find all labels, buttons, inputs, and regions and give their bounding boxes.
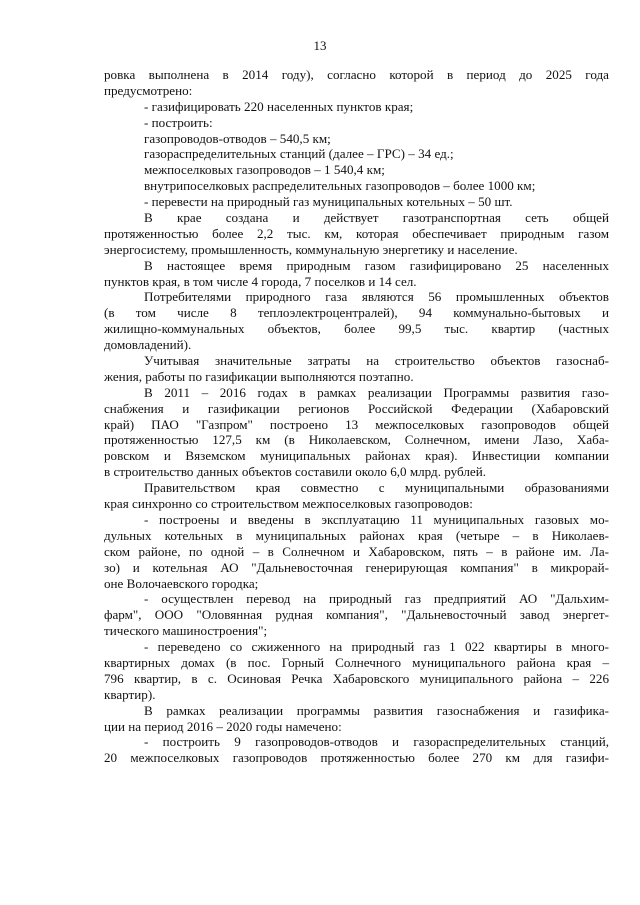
text-line: Правительством края совместно с муниципальными образованиями — [144, 480, 609, 496]
text-line: - построить: — [144, 114, 213, 130]
text-line: фарм", ООО "Оловянная рудная компания", "Дальневосточный завод энергет- — [104, 607, 609, 623]
text-line: энергосистему, промышленность, коммунальную энергетику и население. — [104, 241, 518, 257]
text-line: жилищно-коммунальных объектов, более 99,5 тыс. квартир (частных — [104, 321, 609, 337]
text-line: - осуществлен перевод на природный газ предприятий АО "Дальхим- — [144, 591, 609, 607]
text-line: - построить 9 газопроводов-отводов и газораспределительных станций, — [144, 734, 609, 750]
text-line: предусмотрено: — [104, 82, 193, 98]
text-line: ции на период 2016 – 2020 годы намечено: — [104, 718, 342, 734]
text-line: края синхронно со строительством межпоселковых газопроводов: — [104, 496, 473, 512]
text-line: снабжения и газификации регионов Российской Федерации (Хабаровский — [104, 400, 609, 416]
document-body — [104, 67, 609, 766]
text-line: газораспределительных станций (далее – ГРС) – 34 ед.; — [144, 146, 454, 162]
text-line: пунктов края, в том числе 4 города, 7 поселков и 14 сел. — [104, 273, 417, 289]
text-line: зо) и котельная АО "Дальневосточная генерирующая компания" в микрорай- — [104, 559, 609, 575]
text-line: ровском и Вяземском муниципальных районах края). Инвестиции компании — [104, 448, 609, 464]
text-line: (в том числе 8 теплоэлектроцентралей), 94 коммунально-бытовых и — [104, 305, 609, 321]
text-line: протяженностью 127,5 км (в Николаевском, Солнечном, имени Лазо, Хаба- — [104, 432, 609, 448]
text-line: В крае создана и действует газотранспортная сеть общей — [144, 210, 609, 226]
text-line: 796 квартир, в с. Осиновая Речка Хабаровского муниципального района – 226 — [104, 670, 609, 686]
text-line: тического машиностроения"; — [104, 623, 268, 639]
page-number: 13 — [313, 38, 327, 53]
text-line: ровка выполнена в 2014 году), согласно которой в период до 2025 года — [104, 67, 609, 82]
text-line: в строительство данных объектов составили около 6,0 млрд. рублей. — [104, 464, 486, 480]
text-line: жения, работы по газификации выполняются поэтапно. — [104, 368, 414, 384]
text-line: Учитывая значительные затраты на строительство объектов газоснаб- — [144, 353, 609, 369]
text-line: край) ПАО "Газпром" построено 13 межпоселковых газопроводов общей — [104, 416, 609, 432]
text-line: - перевести на природный газ муниципальных котельных – 50 шт. — [144, 194, 513, 210]
text-line: межпоселковых газопроводов – 1 540,4 км; — [144, 162, 385, 178]
text-line: квартирных домах (в пос. Горный Солнечного муниципального района края – — [104, 654, 609, 670]
text-line: ском районе, по одной – в Солнечном и Хабаровском, пять – в районе им. Ла- — [104, 543, 609, 559]
text-line: В 2011 – 2016 годах в рамках реализации Программы развития газо- — [144, 384, 609, 400]
text-line: В рамках реализации программы развития газоснабжения и газифика- — [144, 702, 609, 718]
text-line: В настоящее время природным газом газифицировано 25 населенных — [144, 257, 609, 273]
text-line: дульных котельных в муниципальных районах края (четыре – в Николаев- — [104, 527, 609, 543]
text-line: - построены и введены в эксплуатацию 11 муниципальных газовых мо- — [144, 511, 609, 527]
text-line: Потребителями природного газа являются 56 промышленных объектов — [144, 289, 609, 305]
text-line: газопроводов-отводов – 540,5 км; — [144, 130, 331, 146]
text-line: - газифицировать 220 населенных пунктов края; — [144, 98, 414, 114]
text-line: оне Волочаевского городка; — [104, 575, 259, 591]
text-line: 20 межпоселковых газопроводов протяженностью более 270 км для газифи- — [104, 750, 609, 766]
text-line: квартир). — [104, 686, 156, 702]
text-line: домовладений). — [104, 337, 192, 353]
text-line: внутрипоселковых распределительных газопроводов – более 1000 км; — [144, 178, 536, 194]
text-line: - переведено со сжиженного на природный газ 1 022 квартиры в много- — [144, 639, 609, 655]
text-line: протяженностью более 2,2 тыс. км, которая обеспечивает природным газом — [104, 225, 609, 241]
